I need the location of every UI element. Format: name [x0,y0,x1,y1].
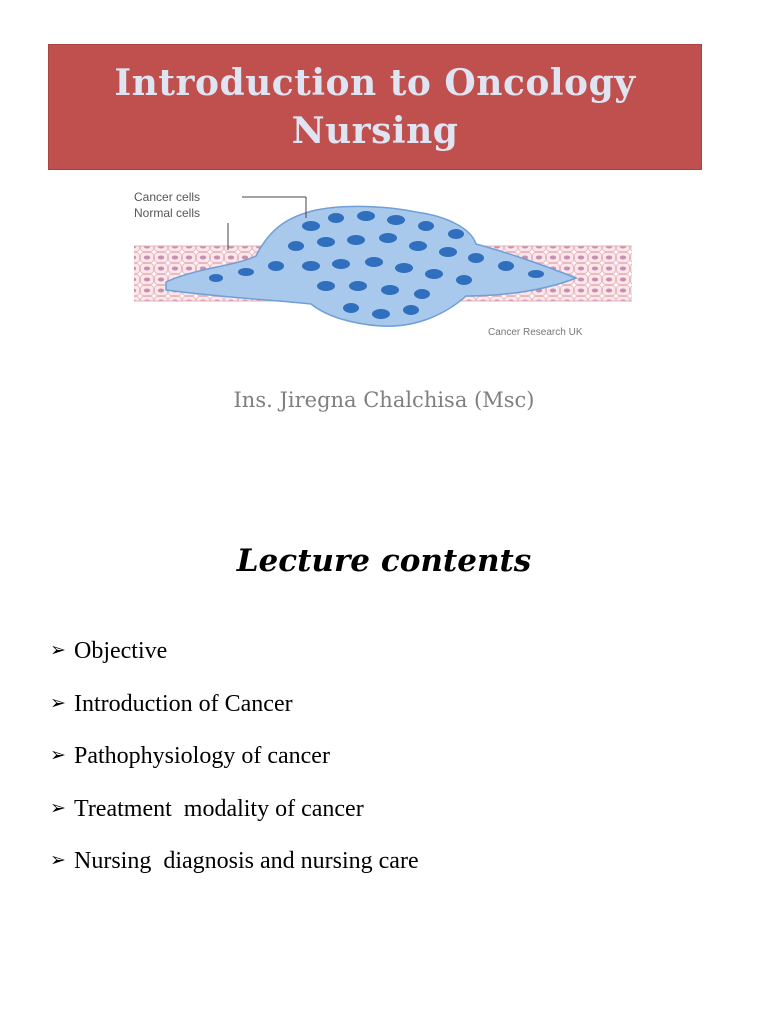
title-line-2: Nursing [291,110,459,152]
list-item-label: Treatment modality of cancer [74,795,364,822]
list-item [50,846,419,899]
list-item [50,689,419,742]
list-item-label: Introduction of Cancer [74,690,293,717]
lecture-contents-heading: Lecture contents [236,543,532,579]
list-item [50,794,419,847]
arrow-bullet-icon: ➢ [50,640,66,661]
cancer-cells-label: Cancer cells [134,190,201,204]
list-item-label: Pathophysiology of cancer [74,743,330,769]
author-name: Ins. Jiregna Chalchisa (Msc) [233,388,535,412]
arrow-bullet-icon: ➢ [50,850,66,871]
arrow-bullet-icon: ➢ [50,745,66,766]
arrow-bullet-icon: ➢ [50,692,66,714]
list-item [50,741,419,794]
title-line-1: Introduction to Oncology [114,62,636,104]
title-banner [48,44,702,170]
cancer-cells-illustration [126,186,638,342]
list-item [50,636,419,689]
list-item-label: Objective [74,638,168,664]
image-credit: Cancer Research UK [488,327,583,338]
arrow-bullet-icon: ➢ [50,797,66,819]
lecture-contents-list [50,636,419,899]
list-item-label: Nursing diagnosis and nursing care [74,848,419,874]
normal-cells-label: Normal cells [134,206,201,220]
